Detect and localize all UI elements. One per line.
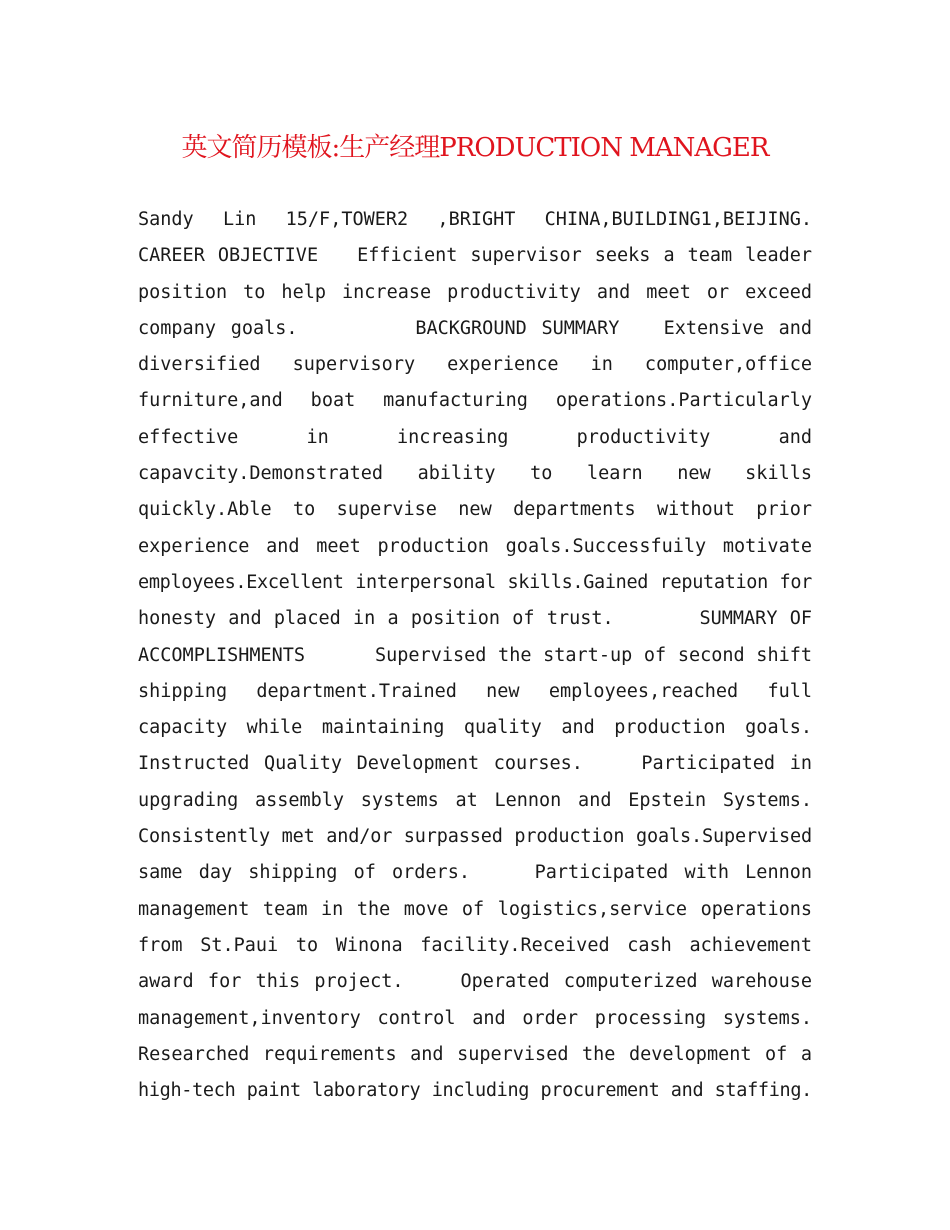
body-line: Researched requirements and supervised the development of a: [138, 1043, 812, 1065]
body-line: Instructed Quality Development courses. Participated in: [138, 753, 812, 775]
body-line: furniture,and boat manufacturing operations.Particularly: [138, 390, 812, 412]
body-line: position to help increase productivity and meet or exceed: [138, 281, 812, 303]
body-line: same day shipping of orders. Participated with Lennon: [138, 862, 812, 884]
body-line: honesty and placed in a position of trust. SUMMARY OF: [138, 608, 812, 630]
body-line: diversified supervisory experience in computer,office: [138, 354, 812, 376]
body-line: from St.Paui to Winona facility.Received cash achievement: [138, 934, 812, 956]
body-line: CAREER OBJECTIVE Efficient supervisor seeks a team leader: [138, 245, 812, 267]
body-line: ACCOMPLISHMENTS Supervised the start-up of second shift: [138, 644, 812, 666]
resume-body: [138, 202, 812, 1109]
page-title: 英文简历模板:生产经理PRODUCTION MANAGER: [181, 133, 769, 163]
body-line: Consistently met and/or surpassed production goals.Supervised: [138, 826, 812, 848]
body-line: Sandy Lin 15/F,TOWER2 ,BRIGHT CHINA,BUILDING1,BEIJING.: [138, 209, 812, 230]
body-line: shipping department.Trained new employees,reached full: [138, 680, 812, 702]
body-line: management team in the move of logistics,service operations: [138, 898, 812, 920]
body-line: capacity while maintaining quality and production goals.: [138, 717, 812, 739]
body-line: upgrading assembly systems at Lennon and Epstein Systems.: [138, 789, 812, 811]
body-line: award for this project. Operated computerized warehouse: [138, 971, 812, 993]
body-line: management,inventory control and order processing systems.: [138, 1007, 812, 1029]
body-line: quickly.Able to supervise new departments without prior: [138, 499, 812, 521]
body-line: high-tech paint laboratory including procurement and staffing.: [138, 1080, 812, 1102]
body-line: company goals. BACKGROUND SUMMARY Extensive and: [138, 317, 812, 339]
body-line: effective in increasing productivity and: [138, 426, 812, 448]
body-line: experience and meet production goals.Successfuily motivate: [138, 535, 812, 557]
body-line: capavcity.Demonstrated ability to learn new skills: [138, 463, 812, 485]
body-line: employees.Excellent interpersonal skills.Gained reputation for: [138, 571, 812, 593]
